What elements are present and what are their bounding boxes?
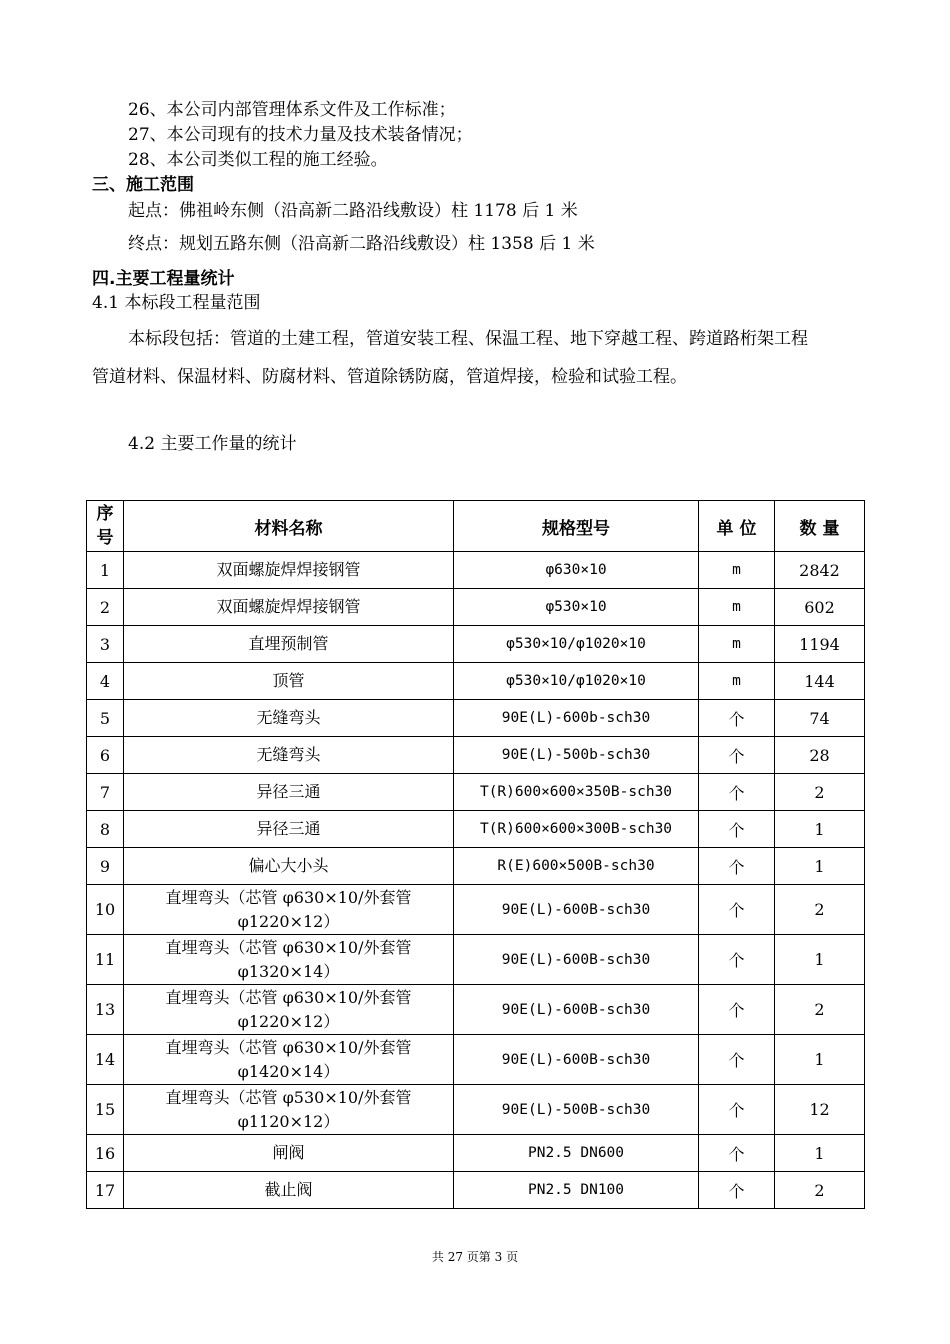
cell-spec: φ630×10 <box>454 552 699 589</box>
intro-item-26: 26、本公司内部管理体系文件及工作标准； <box>128 100 456 120</box>
cell-spec: φ530×10/φ1020×10 <box>454 663 699 700</box>
cell-no: 11 <box>87 935 124 985</box>
cell-no: 4 <box>87 663 124 700</box>
table-row <box>87 811 865 848</box>
cell-no: 14 <box>87 1035 124 1085</box>
cell-no: 7 <box>87 774 124 811</box>
cell-no: 17 <box>87 1172 124 1209</box>
cell-name: 顶管 <box>124 663 454 700</box>
cell-qty: 1 <box>775 935 865 985</box>
cell-spec: T(R)600×600×300B-sch30 <box>454 811 699 848</box>
header-unit: 单 位 <box>699 501 775 552</box>
cell-qty: 28 <box>775 737 865 774</box>
cell-spec: 90E(L)-600B-sch30 <box>454 985 699 1035</box>
cell-name: 双面螺旋焊焊接钢管 <box>124 552 454 589</box>
cell-spec: φ530×10 <box>454 589 699 626</box>
table-row <box>87 1035 865 1085</box>
header-spec: 规格型号 <box>454 501 699 552</box>
cell-spec: 90E(L)-600B-sch30 <box>454 935 699 985</box>
cell-name: 直埋弯头（芯管 φ630×10/外套管 φ1220×12） <box>124 985 454 1035</box>
cell-name: 直埋弯头（芯管 φ530×10/外套管 φ1120×12） <box>124 1085 454 1135</box>
cell-spec: T(R)600×600×350B-sch30 <box>454 774 699 811</box>
cell-qty: 1194 <box>775 626 865 663</box>
cell-unit: m <box>699 552 775 589</box>
scope-end: 终点：规划五路东侧（沿高新二路沿线敷设）柱 1358 后 1 米 <box>128 234 595 254</box>
table-row <box>87 774 865 811</box>
cell-name: 无缝弯头 <box>124 737 454 774</box>
scope-paragraph-line2: 管道材料、保温材料、防腐材料、管道除锈防腐，管道焊接，检验和试验工程。 <box>92 367 687 387</box>
table-row <box>87 1172 865 1209</box>
cell-unit: 个 <box>699 848 775 885</box>
cell-qty: 12 <box>775 1085 865 1135</box>
cell-name: 无缝弯头 <box>124 700 454 737</box>
cell-name: 双面螺旋焊焊接钢管 <box>124 589 454 626</box>
section4-heading: 四.主要工程量统计 <box>92 269 235 289</box>
cell-name: 异径三通 <box>124 811 454 848</box>
cell-unit: 个 <box>699 1085 775 1135</box>
cell-no: 10 <box>87 885 124 935</box>
cell-unit: 个 <box>699 774 775 811</box>
table-row <box>87 985 865 1035</box>
intro-item-27: 27、本公司现有的技术力量及技术装备情况； <box>128 125 473 145</box>
cell-unit: 个 <box>699 700 775 737</box>
cell-unit: 个 <box>699 985 775 1035</box>
section3-heading: 三、施工范围 <box>92 175 194 195</box>
cell-spec: φ530×10/φ1020×10 <box>454 626 699 663</box>
cell-qty: 2 <box>775 985 865 1035</box>
table-header-row <box>87 501 865 552</box>
scope-start: 起点：佛祖岭东侧（沿高新二路沿线敷设）柱 1178 后 1 米 <box>128 201 578 221</box>
cell-name: 异径三通 <box>124 774 454 811</box>
cell-name: 截止阀 <box>124 1172 454 1209</box>
cell-spec: 90E(L)-600b-sch30 <box>454 700 699 737</box>
header-name: 材料名称 <box>124 501 454 552</box>
quantity-table <box>86 500 865 1209</box>
subsection-4-2: 4.2 主要工作量的统计 <box>128 434 297 454</box>
cell-spec: 90E(L)-600B-sch30 <box>454 1035 699 1085</box>
table-row <box>87 848 865 885</box>
cell-qty: 1 <box>775 1035 865 1085</box>
cell-spec: 90E(L)-500b-sch30 <box>454 737 699 774</box>
cell-qty: 602 <box>775 589 865 626</box>
cell-spec: PN2.5 DN100 <box>454 1172 699 1209</box>
cell-qty: 2 <box>775 1172 865 1209</box>
table-row <box>87 1085 865 1135</box>
cell-no: 8 <box>87 811 124 848</box>
header-no: 序号 <box>87 501 124 552</box>
cell-unit: 个 <box>699 737 775 774</box>
cell-name: 直埋弯头（芯管 φ630×10/外套管 φ1320×14） <box>124 935 454 985</box>
cell-unit: 个 <box>699 935 775 985</box>
cell-no: 16 <box>87 1135 124 1172</box>
table-row <box>87 626 865 663</box>
cell-qty: 74 <box>775 700 865 737</box>
cell-no: 6 <box>87 737 124 774</box>
cell-name: 偏心大小头 <box>124 848 454 885</box>
page-footer: 共 27 页第 3 页 <box>431 1250 519 1264</box>
cell-qty: 2842 <box>775 552 865 589</box>
cell-spec: PN2.5 DN600 <box>454 1135 699 1172</box>
cell-no: 3 <box>87 626 124 663</box>
cell-unit: 个 <box>699 885 775 935</box>
cell-qty: 2 <box>775 885 865 935</box>
table-row <box>87 552 865 589</box>
cell-name: 闸阀 <box>124 1135 454 1172</box>
header-qty: 数 量 <box>775 501 865 552</box>
cell-qty: 1 <box>775 811 865 848</box>
cell-unit: m <box>699 663 775 700</box>
cell-qty: 1 <box>775 1135 865 1172</box>
cell-unit: 个 <box>699 1172 775 1209</box>
cell-name: 直埋弯头（芯管 φ630×10/外套管 φ1220×12） <box>124 885 454 935</box>
cell-unit: 个 <box>699 811 775 848</box>
cell-no: 13 <box>87 985 124 1035</box>
cell-qty: 144 <box>775 663 865 700</box>
cell-qty: 2 <box>775 774 865 811</box>
table-row <box>87 935 865 985</box>
cell-unit: 个 <box>699 1135 775 1172</box>
table-row <box>87 700 865 737</box>
intro-item-28: 28、本公司类似工程的施工经验。 <box>128 150 388 170</box>
cell-no: 15 <box>87 1085 124 1135</box>
table-row <box>87 885 865 935</box>
cell-unit: m <box>699 626 775 663</box>
cell-name: 直埋弯头（芯管 φ630×10/外套管 φ1420×14） <box>124 1035 454 1085</box>
table-row <box>87 663 865 700</box>
table-row <box>87 589 865 626</box>
scope-paragraph-line1: 本标段包括：管道的土建工程，管道安装工程、保温工程、地下穿越工程、跨道路桁架工程 <box>128 329 808 349</box>
table-row <box>87 1135 865 1172</box>
cell-no: 2 <box>87 589 124 626</box>
cell-spec: 90E(L)-600B-sch30 <box>454 885 699 935</box>
cell-name: 直埋预制管 <box>124 626 454 663</box>
cell-no: 5 <box>87 700 124 737</box>
cell-no: 1 <box>87 552 124 589</box>
cell-no: 9 <box>87 848 124 885</box>
subsection-4-1: 4.1 本标段工程量范围 <box>92 293 261 313</box>
cell-spec: R(E)600×500B-sch30 <box>454 848 699 885</box>
cell-spec: 90E(L)-500B-sch30 <box>454 1085 699 1135</box>
cell-unit: 个 <box>699 1035 775 1085</box>
table-row <box>87 737 865 774</box>
cell-qty: 1 <box>775 848 865 885</box>
cell-unit: m <box>699 589 775 626</box>
